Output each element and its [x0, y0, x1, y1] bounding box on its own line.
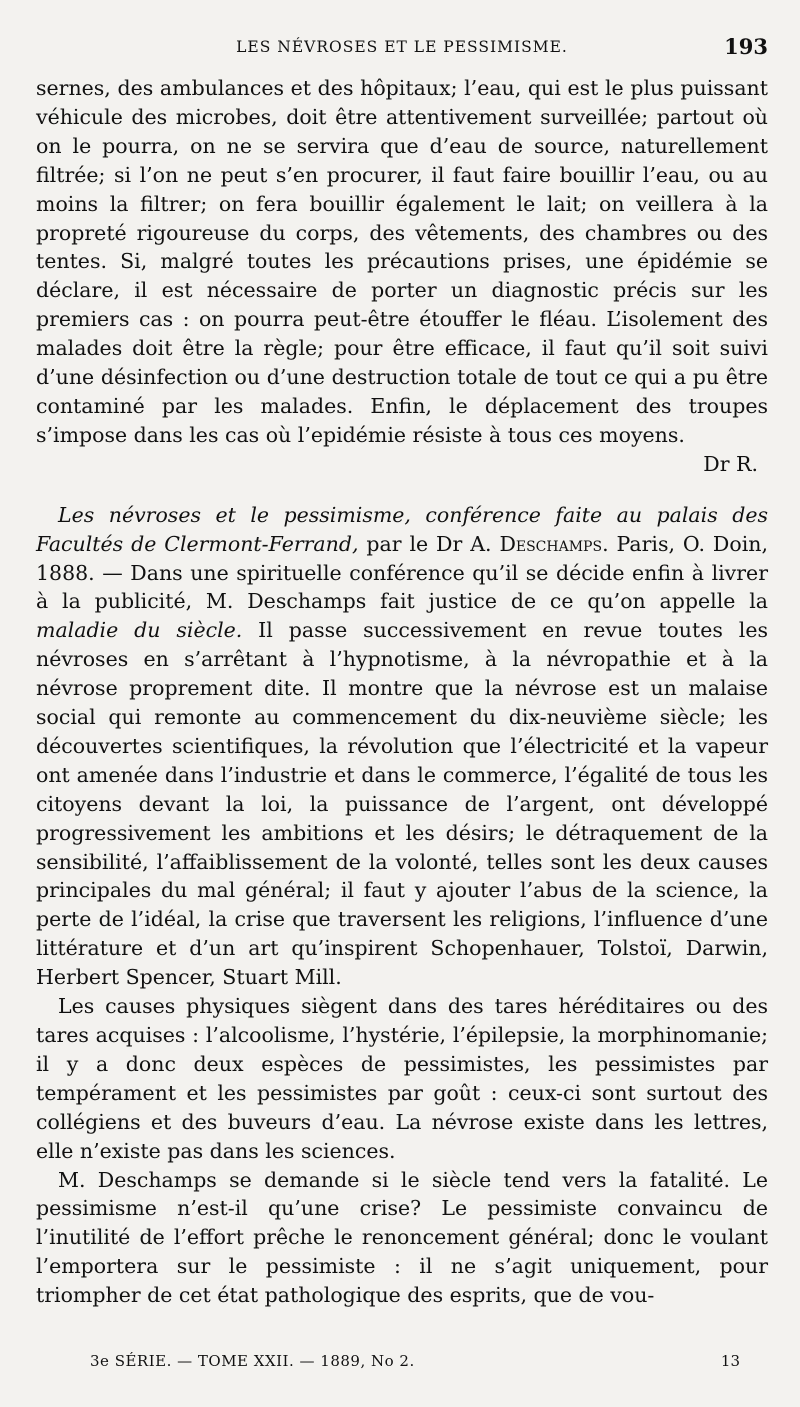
series-info: 3e SÉRIE. — TOME XXII. — 1889, No 2. [90, 1352, 415, 1370]
running-title: LES NÉVROSES ET LE PESSIMISME. [236, 38, 568, 56]
page-footer [90, 1352, 740, 1376]
review-body-italic: maladie du siècle. [36, 618, 243, 643]
review-title: Les névroses et le pessimisme, conférence faite au palais des Facultés de Clermont-Ferrand, [36, 502, 768, 556]
paragraph-causes: Les causes physiques siègent dans des tares héréditaires ou des tares acquises : l’alcoolisme, l’hystérie, l’épilepsie, la morphinomanie; il y a donc deux espèces de pessimistes, les pessimistes par tempérament et les pessimistes par goût : ceux-ci sont surtout des collégiens et des buveurs d’eau. La névrose existe dans les lettres, elle n’existe pas dans les sciences. [36, 994, 768, 1163]
review-author-prefix: par le Dr A. [358, 531, 500, 556]
body-text [36, 74, 768, 1310]
book-review-paragraph [36, 501, 768, 992]
paragraph-continuation: sernes, des ambulances et des hôpitaux; l’eau, qui est le plus puissant véhicule des microbes, doit être attentivement surveillée; partout où on le pourra, on ne se servira que d’eau de source, naturellement filtrée; si l’on ne peut s’en procurer, il faut faire bouillir l’eau, ou au moins la filtrer; on fera bouillir également le lait; on veillera à la propreté rigoureuse du corps, des vêtements, des chambres ou des tentes. Si, malgré toutes les précautions prises, une épidémie se déclare, il est nécessaire de porter un diagnostic précis sur les premiers cas : on pourra peut-être étouffer le fléau. L’isolement des malades doit être la règle; pour être efficace, il faut qu’il soit suivi d’une désinfection ou d’une destruction totale de tout ce qui a pu être contaminé par les malades. Enfin, le déplacement des troupes s’impose dans les cas où l’epidémie résiste à tous ces moyens. [36, 76, 768, 447]
review-body-a: — Dans une spirituelle conférence qu’il se décide enfin à livrer à la publicité, M. Deschamps fait justice de ce qu’on appelle la [36, 560, 768, 614]
paragraph-conclusion: M. Deschamps se demande si le siècle tend vers la fatalité. Le pessimisme n’est-il qu’une crise? Le pessimiste convaincu de l’inutilité de l’effort prêche le renoncement général; donc le voulant l’emportera sur le pessimiste : il ne s’agit uniquement, pour triompher de cet état pathologique des esprits, que de vou- [36, 1167, 768, 1308]
page-number: 193 [724, 34, 768, 59]
review-body-b: Il passe successivement en revue toutes les névroses en s’arrêtant à l’hypnotisme, à la névropathie et à la névrose proprement dite. Il montre que la névrose est un malaise social qui remonte au commencement du dix-neuvième siècle; les découvertes scientifiques, la révolution que l’électricité et la vapeur ont amenée dans l’industrie et dans le commerce, l’égalité de tous les citoyens devant la loi, la puissance de l’argent, ont développé progressivement les ambitions et les désirs; le détraquement de la sensibilité, l’affaiblissement de la volonté, telles sont les deux causes principales du mal général; il faut y ajouter l’abus de la science, la perte de l’idéal, la crise que traversent les religions, l’influence d’une littérature et d’un art qu’inspirent Schopenhauer, Tolstoï, Darwin, Herbert Spencer, Stuart Mill. [36, 618, 768, 990]
signature-mark: 13 [720, 1352, 740, 1370]
author-signature: Dr R. [703, 451, 758, 476]
review-publication: . Paris, O. Doin, 1888. [36, 531, 768, 585]
review-author-name: Deschamps [499, 531, 603, 556]
page-header [36, 34, 768, 64]
